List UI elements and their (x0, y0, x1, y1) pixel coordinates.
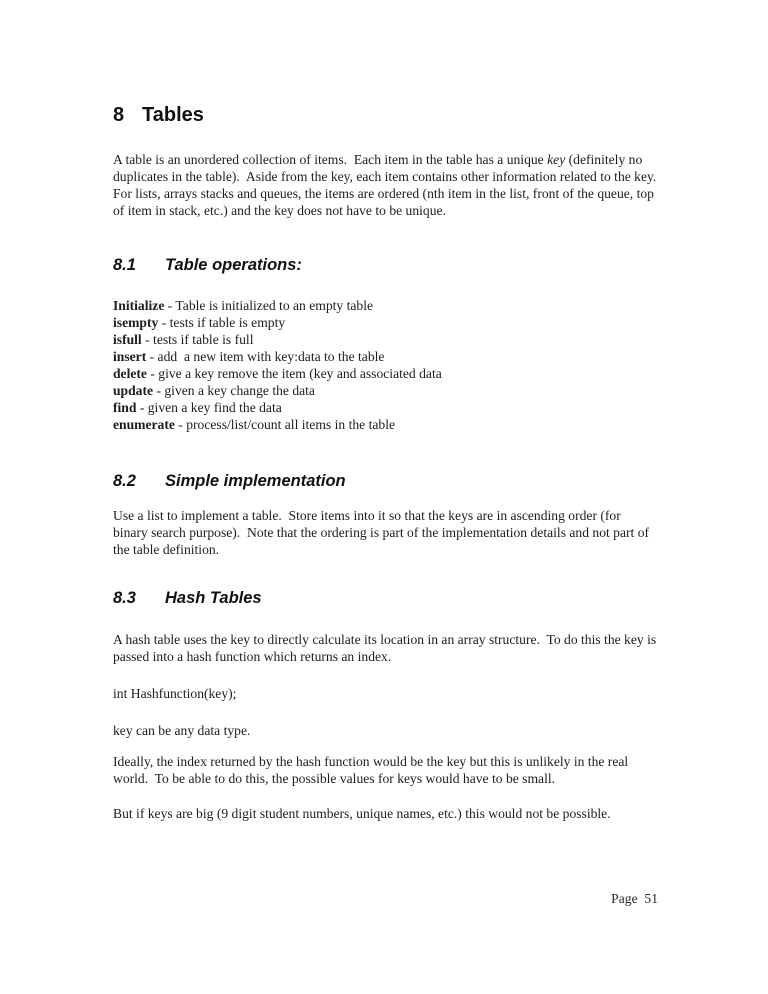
page-number: Page 51 (611, 891, 658, 906)
chapter-title: Tables (142, 104, 204, 126)
list-item (113, 365, 658, 382)
intro-italic-key: key (547, 152, 566, 167)
operation-term: find (113, 400, 137, 415)
operation-desc: - given a key find the data (136, 400, 282, 415)
operation-desc: - give a key remove the item (key and associated data (146, 366, 442, 381)
operation-term: Initialize (113, 298, 165, 313)
list-item (113, 416, 658, 433)
intro-paragraph (113, 151, 664, 219)
operation-term: enumerate (113, 417, 175, 432)
operation-term: update (113, 383, 154, 398)
section-number-operations: 8.1 (113, 256, 136, 274)
operation-desc: - tests if table is empty (158, 315, 286, 330)
operation-desc: - Table is initialized to an empty table (164, 298, 374, 313)
list-item (113, 297, 658, 314)
list-item (113, 314, 658, 331)
list-item (113, 348, 658, 365)
section-number-hash-tables: 8.3 (113, 589, 136, 607)
section-title-hash-tables: Hash Tables (165, 589, 262, 607)
operation-term: delete (113, 366, 147, 381)
hash-tables-paragraph-3: Ideally, the index returned by the hash function would be the key but this is unlikely in the real world. To be able to do this, the possible values for keys would have to be small. (113, 754, 632, 786)
simple-implementation-paragraph: Use a list to implement a table. Store items into it so that the keys are in ascending order (for binary search purpose). Note that the ordering is part of the implementation details and not part of the table definition. (113, 508, 653, 557)
section-heading-simple-implementation (113, 471, 658, 491)
operation-term: insert (113, 349, 147, 364)
chapter-number: 8 (113, 104, 125, 126)
list-item (113, 382, 658, 399)
operation-desc: - given a key change the data (153, 383, 315, 398)
list-item (113, 399, 658, 416)
hash-tables-paragraph-2: key can be any data type. (113, 723, 251, 738)
operation-term: isempty (113, 315, 159, 330)
hash-function-declaration: int Hashfunction(key); (113, 686, 237, 701)
operations-list (113, 297, 658, 433)
section-title-simple-implementation: Simple implementation (165, 472, 346, 490)
hash-tables-paragraph-4: But if keys are big (9 digit student numbers, unique names, etc.) this would not be possible. (113, 806, 611, 821)
section-heading-hash-tables (113, 588, 658, 608)
section-number-simple-implementation: 8.2 (113, 472, 136, 490)
section-title-operations: Table operations: (165, 256, 302, 274)
intro-text-1: A table is an unordered collection of items. Each item in the table has a unique (113, 152, 548, 167)
operation-term: isfull (113, 332, 142, 347)
chapter-heading (113, 103, 658, 127)
intro-text-2: (definitely no duplicates in the table). Aside from the key, each item contains other information related to the key. For lists, arrays stacks and queues, the items are ordered (nth item in the list, front of the queue, top of item in stack, etc.) and the key does not have to be unique. (113, 152, 664, 218)
hash-tables-paragraph-1: A hash table uses the key to directly calculate its location in an array structure. To do this the key is passed into a hash function which returns an index. (113, 632, 660, 664)
operation-desc: - add a new item with key:data to the table (146, 349, 385, 364)
operation-desc: - process/list/count all items in the table (174, 417, 396, 432)
list-item (113, 331, 658, 348)
section-heading-operations (113, 255, 658, 275)
operation-desc: - tests if table is full (141, 332, 254, 347)
